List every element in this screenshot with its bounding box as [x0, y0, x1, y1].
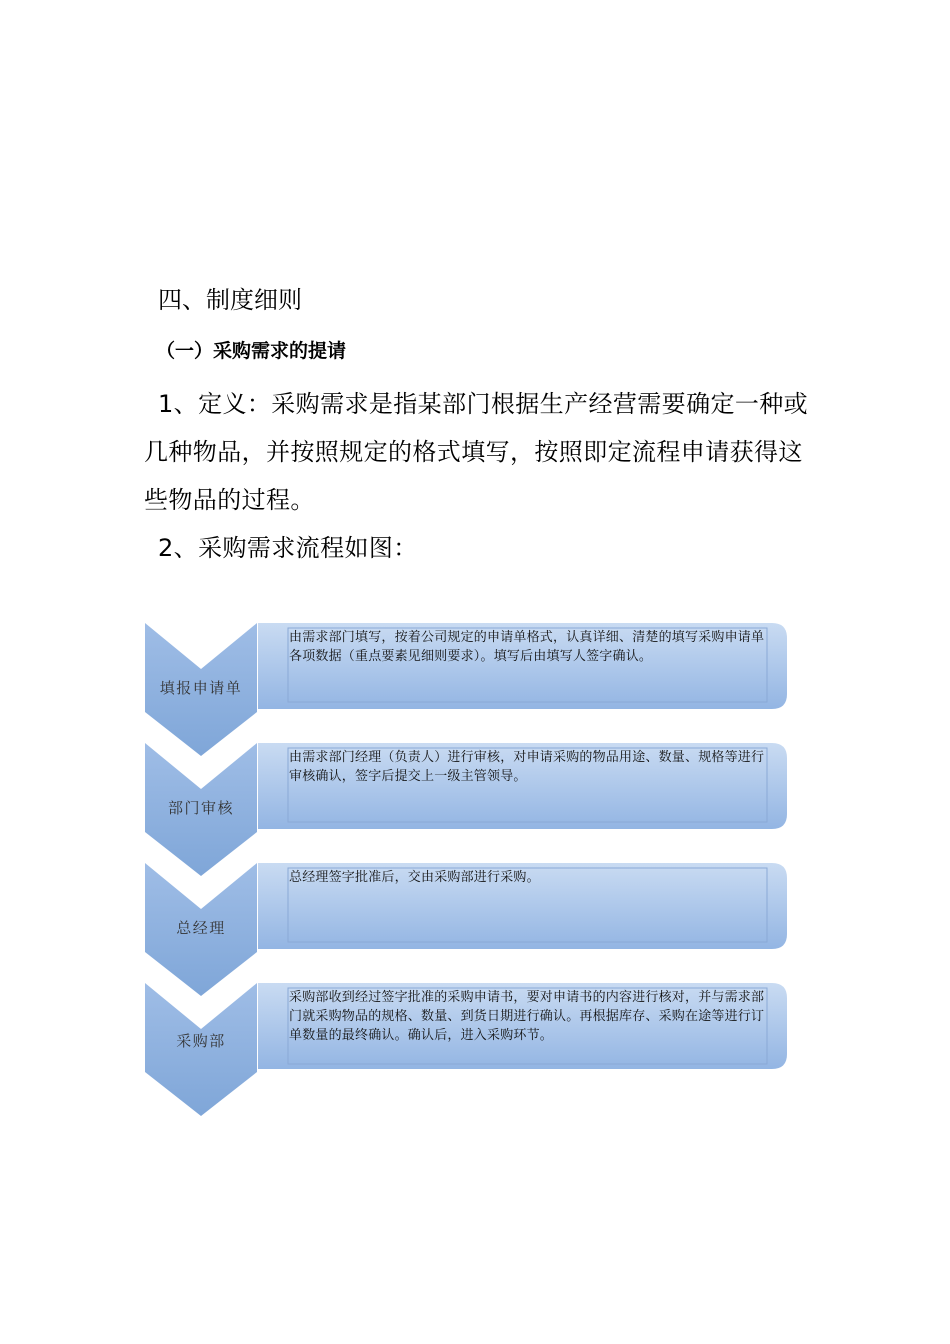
step-description-1: 由需求部门填写，按着公司规定的申请单格式，认真详细、清楚的填写采购申请单各项数据（重点要素见细则要求）。填写后由填写人签字确认。	[289, 630, 765, 664]
step-label-2: 部门审核	[167, 799, 234, 817]
step-label-1: 填报申请单	[159, 679, 243, 697]
sub-heading: （一）采购需求的提请	[156, 340, 347, 362]
step-label-3: 总经理	[176, 919, 226, 937]
step-description-2: 由需求部门经理（负责人）进行审核，对申请采购的物品用途、数量、规格等进行审核确认，签字后提交上一级主管领导。	[289, 750, 765, 784]
flow-intro: 2、采购需求流程如图：	[158, 534, 418, 562]
step-description-3: 总经理签字批准后，交由采购部进行采购。	[289, 870, 540, 885]
step-label-4: 采购部	[176, 1032, 226, 1050]
step-description-4: 采购部收到经过签字批准的采购申请书，要对申请书的内容进行核对，并与需求部门就采购物品的规格、数量、到货日期进行确认。再根据库存、采购在途等进行订单数量的最终确认。确认后，进入采购环节。	[289, 990, 765, 1043]
section-heading: 四、制度细则	[158, 286, 302, 314]
definition-paragraph: 1、定义：采购需求是指某部门根据生产经营需要确定一种或几种物品，并按照规定的格式填写，按照即定流程申请获得这些物品的过程。	[144, 390, 809, 514]
